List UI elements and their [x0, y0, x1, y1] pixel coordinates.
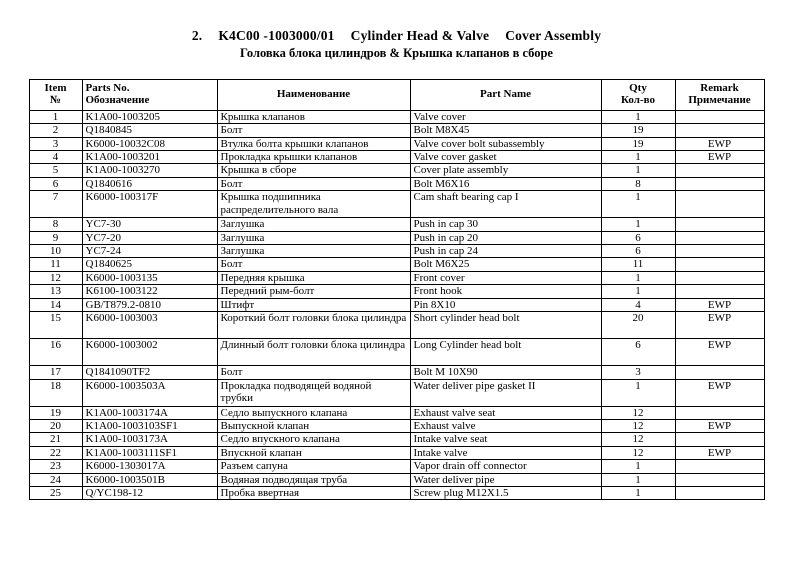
- table-body: [29, 110, 764, 500]
- cell-name-ru: Водяная подводящая труба: [217, 473, 410, 486]
- table-row: [29, 110, 764, 123]
- column-header-remark-ru: Примечание: [688, 94, 751, 107]
- column-header-name-en: Part Name: [410, 80, 601, 111]
- cell-item: 15: [29, 312, 82, 339]
- cell-name-ru: Заглушка: [217, 218, 410, 231]
- cell-qty: 1: [601, 164, 675, 177]
- column-header-partno-ru: Обозначение: [85, 94, 150, 107]
- cell-partno: K1A00-1003270: [82, 164, 217, 177]
- cell-name-en: Water deliver pipe: [410, 473, 601, 486]
- cell-qty: 20: [601, 312, 675, 339]
- cell-name-en: Intake valve seat: [410, 433, 601, 446]
- cell-item: 16: [29, 339, 82, 366]
- cell-qty: 1: [601, 473, 675, 486]
- cell-remark: [675, 245, 764, 258]
- cell-name-en: Pin 8X10: [410, 298, 601, 311]
- column-header-partno: [82, 80, 217, 111]
- title-line-russian: Головка блока цилиндров & Крышка клапанов в сборе: [240, 46, 553, 60]
- cell-partno: K6000-1003501B: [82, 473, 217, 486]
- cell-remark: [675, 164, 764, 177]
- cell-name-en: Bolt M 10X90: [410, 366, 601, 379]
- cell-qty: 19: [601, 137, 675, 150]
- cell-name-en: Screw plug M12X1.5: [410, 486, 601, 499]
- cell-item: 4: [29, 151, 82, 164]
- table-row: [29, 298, 764, 311]
- column-header-remark-en: Remark: [700, 82, 739, 94]
- cell-name-ru: Крышка подшипника распределительного вала: [217, 191, 410, 218]
- cell-remark: [675, 271, 764, 284]
- column-header-qty: [601, 80, 675, 111]
- table-row: [29, 486, 764, 499]
- cell-partno: K6000-10032C08: [82, 137, 217, 150]
- table-row: [29, 419, 764, 432]
- cell-partno: K6100-1003122: [82, 285, 217, 298]
- cell-partno: K1A00-1003174A: [82, 406, 217, 419]
- parts-table: [29, 79, 765, 500]
- cell-partno: Q1840616: [82, 177, 217, 190]
- title-section-number: 2.: [191, 28, 203, 43]
- cell-remark: [675, 285, 764, 298]
- cell-remark: EWP: [675, 419, 764, 432]
- cell-remark: [675, 258, 764, 271]
- table-row: [29, 164, 764, 177]
- cell-remark: EWP: [675, 137, 764, 150]
- cell-name-en: Water deliver pipe gasket II: [410, 379, 601, 406]
- cell-item: 18: [29, 379, 82, 406]
- cell-qty: 6: [601, 245, 675, 258]
- cell-partno: K6000-1003003: [82, 312, 217, 339]
- cell-partno: K1A00-1003201: [82, 151, 217, 164]
- cell-remark: [675, 460, 764, 473]
- cell-name-ru: Крышка в сборе: [217, 164, 410, 177]
- table-row: [29, 151, 764, 164]
- cell-partno: K6000-1003503A: [82, 379, 217, 406]
- cell-name-en: Front hook: [410, 285, 601, 298]
- cell-name-en: Push in cap 30: [410, 218, 601, 231]
- cell-item: 11: [29, 258, 82, 271]
- cell-name-en: Short cylinder head bolt: [410, 312, 601, 339]
- cell-name-ru: Седло впускного клапана: [217, 433, 410, 446]
- cell-item: 7: [29, 191, 82, 218]
- cell-item: 23: [29, 460, 82, 473]
- cell-name-ru: Пробка ввертная: [217, 486, 410, 499]
- cell-remark: [675, 406, 764, 419]
- cell-remark: EWP: [675, 379, 764, 406]
- cell-partno: K6000-1003002: [82, 339, 217, 366]
- cell-partno: K1A00-1003173A: [82, 433, 217, 446]
- table-row: [29, 285, 764, 298]
- table-row: [29, 460, 764, 473]
- cell-name-en: Valve cover bolt subassembly: [410, 137, 601, 150]
- cell-name-en: Bolt M6X16: [410, 177, 601, 190]
- cell-qty: 6: [601, 231, 675, 244]
- cell-remark: EWP: [675, 151, 764, 164]
- title-assembly-name: Cylinder Head & Valve: [350, 28, 490, 43]
- table-row: [29, 258, 764, 271]
- cell-qty: 4: [601, 298, 675, 311]
- cell-partno: K1A00-1003111SF1: [82, 446, 217, 459]
- table-row: [29, 379, 764, 406]
- cell-qty: 6: [601, 339, 675, 366]
- column-header-item: [29, 80, 82, 111]
- table-row: [29, 473, 764, 486]
- cell-name-ru: Заглушка: [217, 231, 410, 244]
- cell-remark: [675, 433, 764, 446]
- cell-name-ru: Седло выпускного клапана: [217, 406, 410, 419]
- cell-qty: 8: [601, 177, 675, 190]
- cell-name-ru: Болт: [217, 177, 410, 190]
- cell-remark: [675, 110, 764, 123]
- cell-qty: 1: [601, 271, 675, 284]
- cell-qty: 12: [601, 419, 675, 432]
- cell-name-en: Push in cap 24: [410, 245, 601, 258]
- cell-item: 13: [29, 285, 82, 298]
- table-row: [29, 271, 764, 284]
- column-header-item-en: Item: [44, 82, 67, 94]
- table-row: [29, 218, 764, 231]
- cell-name-ru: Болт: [217, 366, 410, 379]
- cell-qty: 1: [601, 191, 675, 218]
- cell-partno: Q/YC198-12: [82, 486, 217, 499]
- column-header-qty-ru: Кол-во: [621, 94, 655, 107]
- cell-item: 2: [29, 124, 82, 137]
- cell-remark: [675, 473, 764, 486]
- table-row: [29, 406, 764, 419]
- cell-remark: EWP: [675, 298, 764, 311]
- cell-item: 9: [29, 231, 82, 244]
- cell-partno: Q1841090TF2: [82, 366, 217, 379]
- cell-remark: EWP: [675, 446, 764, 459]
- cell-item: 5: [29, 164, 82, 177]
- title-line-english: [0, 27, 793, 45]
- cell-partno: K1A00-1003205: [82, 110, 217, 123]
- cell-qty: 1: [601, 285, 675, 298]
- table-row: [29, 245, 764, 258]
- cell-item: 14: [29, 298, 82, 311]
- cell-name-en: Bolt M6X25: [410, 258, 601, 271]
- table-row: [29, 446, 764, 459]
- table-row: [29, 177, 764, 190]
- cell-name-en: Valve cover: [410, 110, 601, 123]
- title-part-code: K4C00 -1003000/01: [218, 28, 335, 43]
- cell-name-en: Exhaust valve: [410, 419, 601, 432]
- cell-qty: 1: [601, 110, 675, 123]
- cell-partno: YC7-24: [82, 245, 217, 258]
- cell-item: 20: [29, 419, 82, 432]
- cell-qty: 1: [601, 218, 675, 231]
- column-header-remark: [675, 80, 764, 111]
- cell-name-ru: Прокладка крышки клапанов: [217, 151, 410, 164]
- cell-qty: 12: [601, 446, 675, 459]
- table-row: [29, 231, 764, 244]
- cell-name-en: Intake valve: [410, 446, 601, 459]
- document-title: [0, 0, 793, 62]
- cell-item: 6: [29, 177, 82, 190]
- cell-remark: [675, 366, 764, 379]
- cell-partno: YC7-20: [82, 231, 217, 244]
- cell-name-en: Front cover: [410, 271, 601, 284]
- cell-item: 21: [29, 433, 82, 446]
- cell-name-ru: Выпускной клапан: [217, 419, 410, 432]
- cell-partno: GB/T879.2-0810: [82, 298, 217, 311]
- cell-remark: EWP: [675, 339, 764, 366]
- cell-qty: 19: [601, 124, 675, 137]
- cell-item: 17: [29, 366, 82, 379]
- cell-item: 3: [29, 137, 82, 150]
- cell-partno: K6000-1003135: [82, 271, 217, 284]
- cell-name-ru: Штифт: [217, 298, 410, 311]
- column-header-partno-en: Parts No.: [85, 82, 130, 94]
- title-assembly-name-2: Cover Assembly: [505, 28, 602, 43]
- column-header-item-ru: №: [49, 94, 62, 107]
- cell-qty: 12: [601, 433, 675, 446]
- cell-partno: K6000-1303017A: [82, 460, 217, 473]
- column-header-name-ru: Наименование: [217, 80, 410, 111]
- table-row: [29, 124, 764, 137]
- cell-qty: 1: [601, 460, 675, 473]
- cell-qty: 1: [601, 486, 675, 499]
- cell-name-ru: Длинный болт головки блока цилиндра: [217, 339, 410, 366]
- cell-item: 19: [29, 406, 82, 419]
- cell-qty: 3: [601, 366, 675, 379]
- cell-name-en: Push in cap 20: [410, 231, 601, 244]
- cell-item: 1: [29, 110, 82, 123]
- cell-remark: [675, 177, 764, 190]
- cell-name-en: Cam shaft bearing cap I: [410, 191, 601, 218]
- cell-partno: YC7-30: [82, 218, 217, 231]
- cell-item: 10: [29, 245, 82, 258]
- cell-remark: [675, 191, 764, 218]
- cell-partno: Q1840845: [82, 124, 217, 137]
- cell-remark: EWP: [675, 312, 764, 339]
- table-row: [29, 433, 764, 446]
- cell-name-ru: Передняя крышка: [217, 271, 410, 284]
- table-row: [29, 191, 764, 218]
- cell-item: 22: [29, 446, 82, 459]
- cell-remark: [675, 124, 764, 137]
- cell-name-ru: Прокладка подводящей водяной трубки: [217, 379, 410, 406]
- cell-name-ru: Короткий болт головки блока цилиндра: [217, 312, 410, 339]
- column-header-qty-en: Qty: [629, 82, 647, 94]
- cell-qty: 12: [601, 406, 675, 419]
- table-row: [29, 366, 764, 379]
- cell-name-en: Bolt M8X45: [410, 124, 601, 137]
- cell-name-ru: Болт: [217, 124, 410, 137]
- table-header-row: [29, 80, 764, 111]
- cell-name-en: Valve cover gasket: [410, 151, 601, 164]
- cell-remark: [675, 486, 764, 499]
- cell-name-ru: Болт: [217, 258, 410, 271]
- cell-name-en: Long Cylinder head bolt: [410, 339, 601, 366]
- cell-name-ru: Втулка болта крышки клапанов: [217, 137, 410, 150]
- table-row: [29, 137, 764, 150]
- cell-name-ru: Разъем сапуна: [217, 460, 410, 473]
- cell-item: 25: [29, 486, 82, 499]
- cell-name-ru: Впускной клапан: [217, 446, 410, 459]
- cell-name-ru: Заглушка: [217, 245, 410, 258]
- cell-name-ru: Крышка клапанов: [217, 110, 410, 123]
- cell-partno: K1A00-1003103SF1: [82, 419, 217, 432]
- cell-partno: K6000-100317F: [82, 191, 217, 218]
- cell-name-en: Vapor drain off connector: [410, 460, 601, 473]
- table-row: [29, 339, 764, 366]
- cell-item: 12: [29, 271, 82, 284]
- table-row: [29, 312, 764, 339]
- cell-name-en: Exhaust valve seat: [410, 406, 601, 419]
- cell-qty: 1: [601, 379, 675, 406]
- cell-qty: 1: [601, 151, 675, 164]
- cell-name-ru: Передний рым-болт: [217, 285, 410, 298]
- cell-partno: Q1840625: [82, 258, 217, 271]
- cell-qty: 11: [601, 258, 675, 271]
- cell-remark: [675, 231, 764, 244]
- cell-item: 8: [29, 218, 82, 231]
- cell-item: 24: [29, 473, 82, 486]
- cell-name-en: Cover plate assembly: [410, 164, 601, 177]
- cell-remark: [675, 218, 764, 231]
